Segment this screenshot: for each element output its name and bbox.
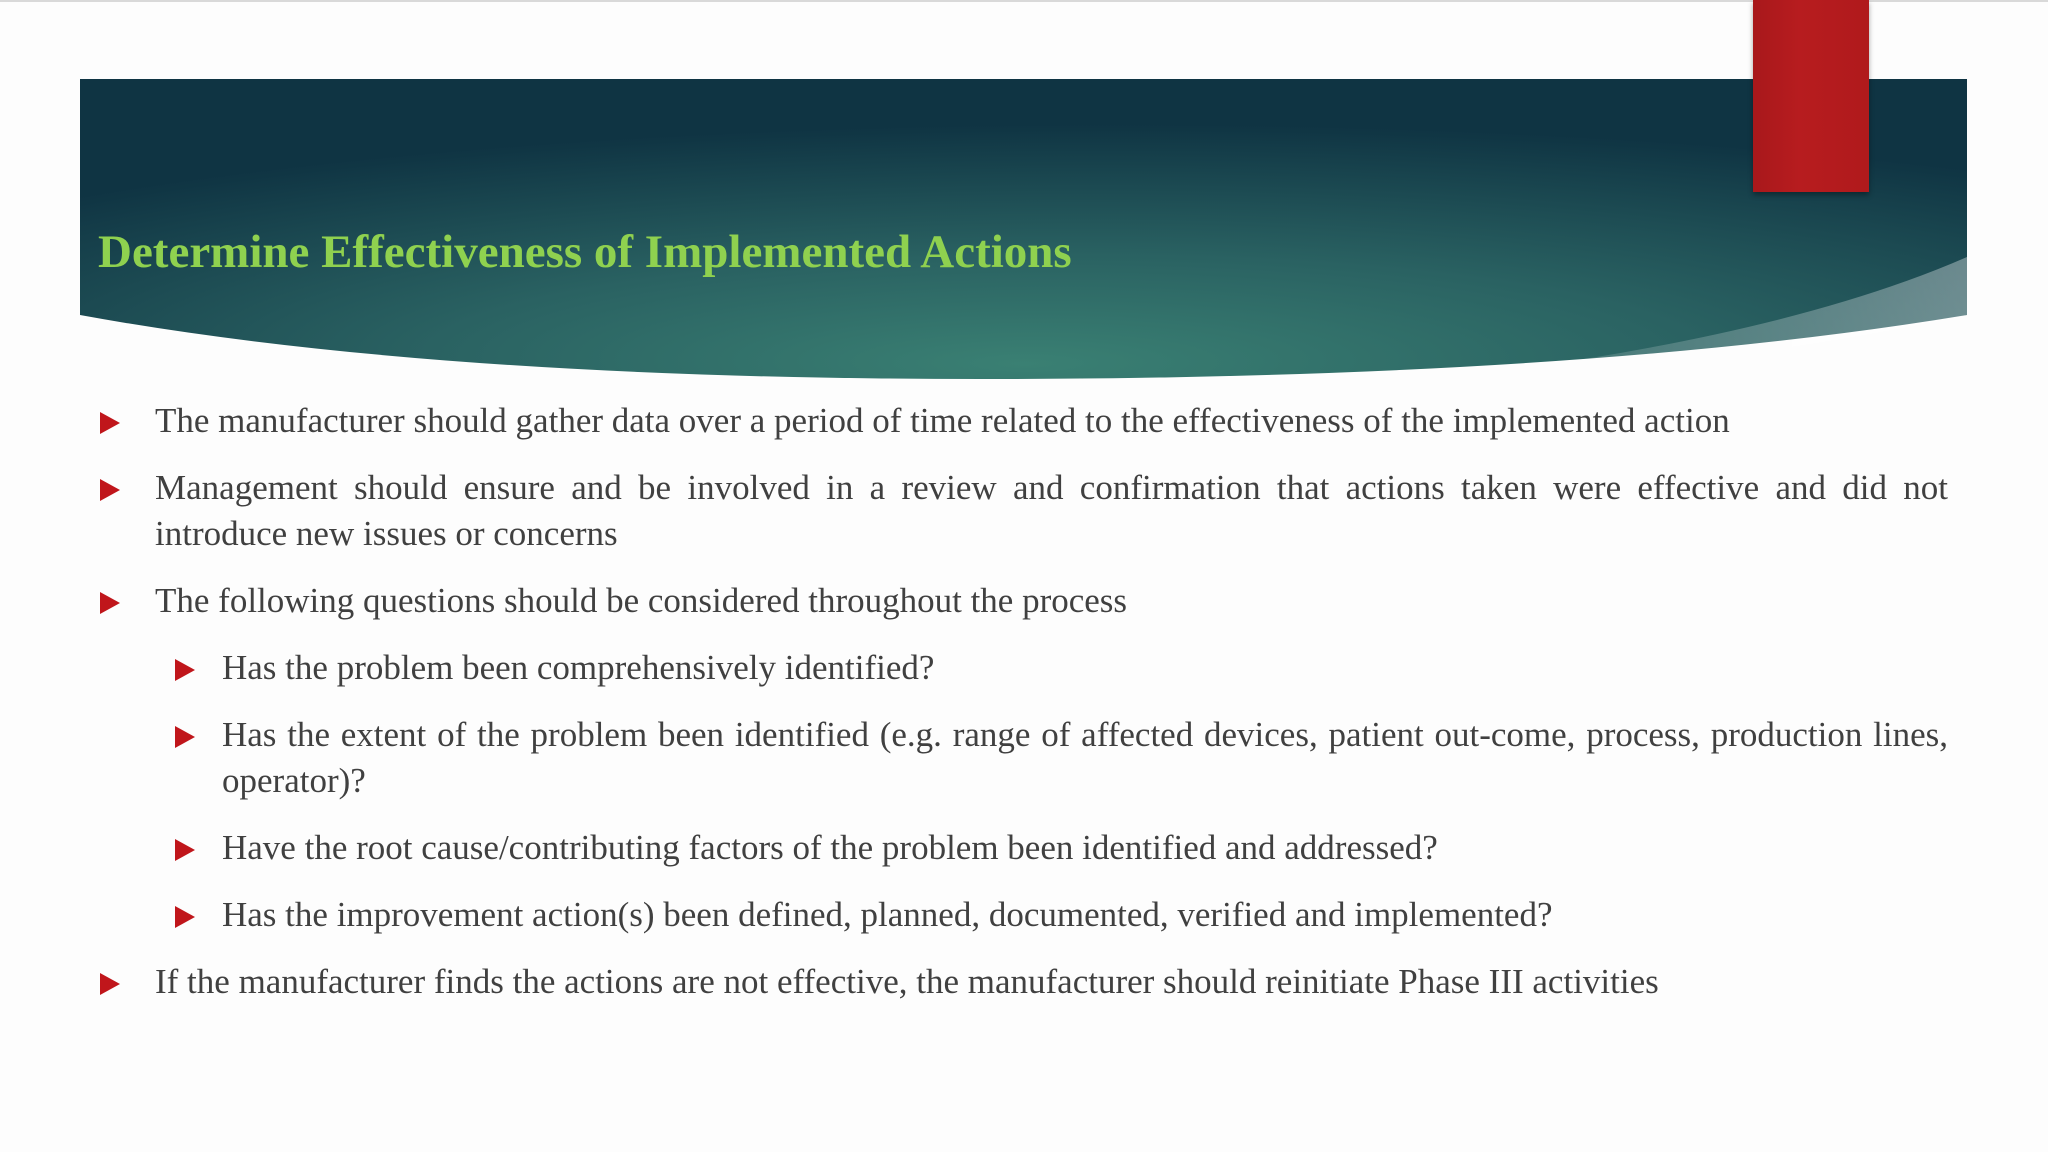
bullet-text: Has the improvement action(s) been defined, planned, documented, verified and implemented? bbox=[222, 895, 1553, 934]
triangle-bullet-icon bbox=[175, 659, 195, 681]
sub-bullet-item bbox=[175, 825, 1950, 871]
bullet-text: If the manufacturer finds the actions are not effective, the manufacturer should reinitiate Phase III activities bbox=[155, 962, 1659, 1001]
triangle-bullet-icon bbox=[100, 592, 120, 614]
bullet-text: Have the root cause/contributing factors of the problem been identified and addressed? bbox=[222, 828, 1438, 867]
sub-bullet-item bbox=[175, 645, 1950, 691]
bullet-text: The following questions should be considered throughout the process bbox=[155, 581, 1128, 620]
bullet-item bbox=[100, 959, 1950, 1005]
bullet-text: Management should ensure and be involved in a review and confirmation that actions taken were effective and did not introduce new issues or concerns bbox=[155, 468, 1948, 553]
triangle-bullet-icon bbox=[175, 906, 195, 928]
triangle-bullet-icon bbox=[100, 412, 120, 434]
bullet-item bbox=[100, 465, 1950, 557]
bullet-text: Has the extent of the problem been identified (e.g. range of affected devices, patient out-come, process, production lines, operator)? bbox=[222, 715, 1948, 800]
triangle-bullet-icon bbox=[100, 479, 120, 501]
triangle-bullet-icon bbox=[175, 839, 195, 861]
sub-bullet-item bbox=[175, 712, 1950, 804]
slide-title: Determine Effectiveness of Implemented Actions bbox=[98, 226, 1072, 278]
bullet-text: Has the problem been comprehensively identified? bbox=[222, 648, 935, 687]
bullet-item bbox=[100, 398, 1950, 444]
bullet-text: The manufacturer should gather data over a period of time related to the effectiveness of the implemented action bbox=[155, 401, 1730, 440]
triangle-bullet-icon bbox=[100, 973, 120, 995]
sub-bullet-item bbox=[175, 892, 1950, 938]
bullet-item bbox=[100, 578, 1950, 624]
triangle-bullet-icon bbox=[175, 726, 195, 748]
